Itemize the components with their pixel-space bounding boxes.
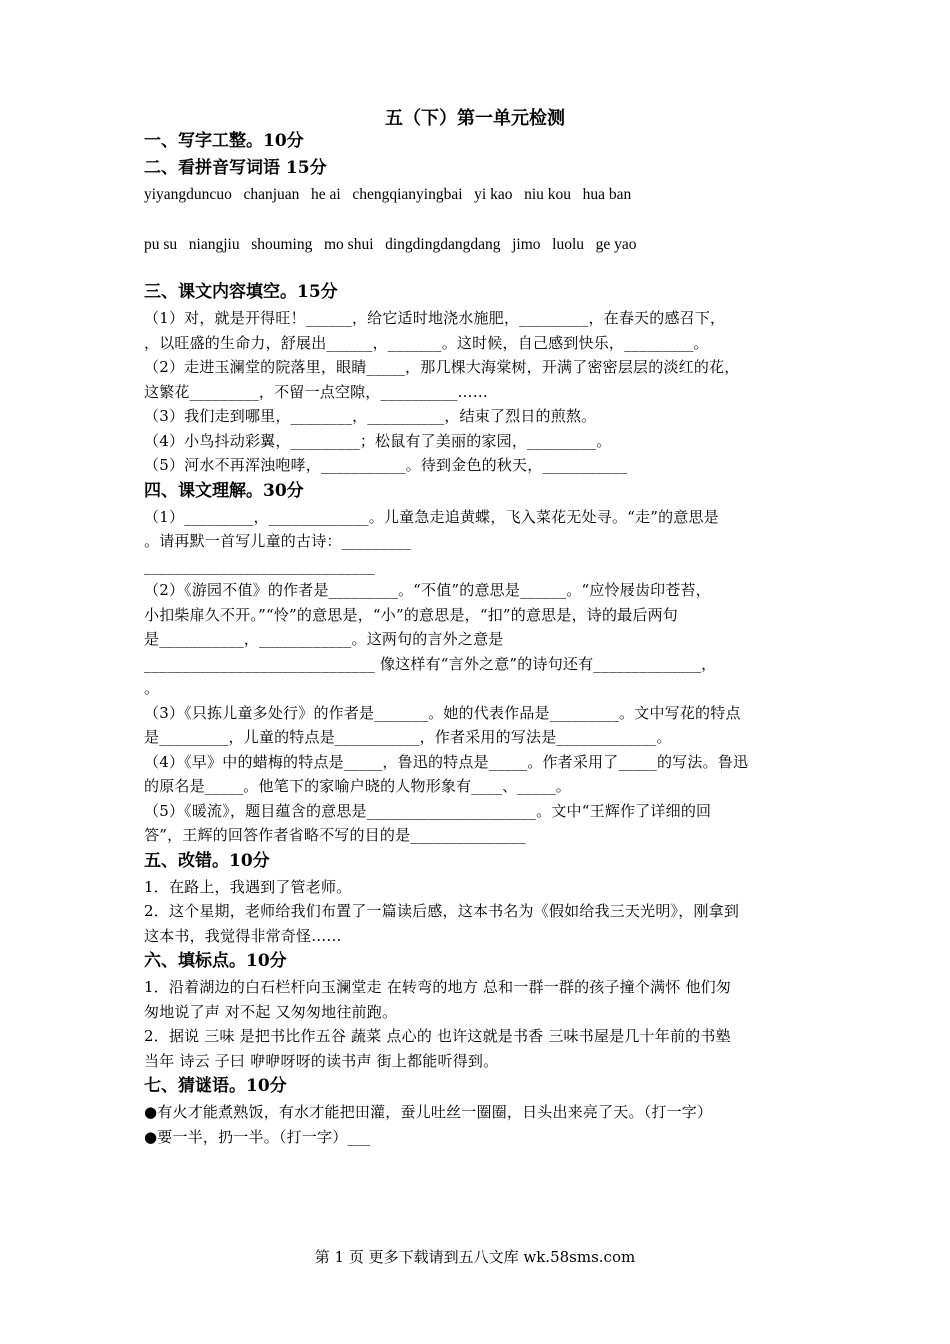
section-4-line: ______________________________ 像这样有“言外之意”的诗句还有______________， bbox=[144, 654, 717, 673]
section-4-line: （4）《早》中的蜡梅的特点是_____，鲁迅的特点是_____。作者采用了_____的写法。鲁迅 bbox=[144, 752, 749, 771]
section-5-heading: 五、改错。10分 bbox=[144, 850, 270, 871]
section-3-line: ，以旺盛的生命力，舒展出______，_______。这时候，自己感到快乐，_________。 bbox=[144, 333, 709, 352]
section-4-line: 是_________，儿童的特点是___________，作者采用的写法是_____________。 bbox=[144, 728, 672, 746]
section-4-line: 答”，王辉的回答作者省略不写的目的是_______________ bbox=[144, 826, 526, 844]
pinyin-line-2: pu su niangjiu shouming mo shui dingdingdangdang jimo luolu ge yao bbox=[144, 236, 637, 253]
section-6-heading: 六、填标点。10分 bbox=[144, 951, 287, 971]
section-4-line: （3）《只拣儿童多处行》的作者是_______。她的代表作品是_________。文中写花的特点 bbox=[144, 703, 741, 722]
section-7-line: ●要一半，扔一半。（打一字）___ bbox=[144, 1127, 371, 1146]
section-3-line: （1）对，就是开得旺！______，给它适时地浇水施肥，_________，在春天的感召下， bbox=[144, 309, 726, 327]
document-body bbox=[144, 128, 808, 1149]
section-7-heading: 七、猜谜语。10分 bbox=[144, 1076, 287, 1096]
section-5-line: 2．这个星期，老师给我们布置了一篇读后感，这本书名为《假如给我三天光明》，刚拿到 bbox=[144, 902, 740, 920]
section-3-line: （4）小鸟抖动彩翼，_________；松鼠有了美丽的家园，_________。 bbox=[144, 431, 612, 450]
section-4-line: （1）_________，_____________。儿童急走追黄蝶，飞入菜花无处寻。“走”的意思是 bbox=[144, 507, 719, 526]
section-5-line: 这本书，我觉得非常奇怪…… bbox=[144, 926, 342, 945]
section-6-line: 匆地说了声 对不起 又匆匆地往前跑。 bbox=[144, 1002, 398, 1021]
section-6-line: 当年 诗云 子曰 咿咿呀呀的读书声 街上都能听得到。 bbox=[144, 1051, 499, 1070]
section-3-heading: 三、课文内容填空。15分 bbox=[144, 282, 338, 302]
section-5-line: 1．在路上，我遇到了管老师。 bbox=[144, 877, 352, 896]
section-4-line: 。 bbox=[144, 679, 160, 697]
section-6-line: 2．据说 三味 是把书比作五谷 蔬菜 点心的 也许这就是书香 三味书屋是几十年前的书塾 bbox=[144, 1027, 731, 1045]
section-1-heading: 一、写字工整。10分 bbox=[144, 131, 304, 151]
section-4-line: （2）《游园不值》的作者是_________。“不值”的意思是______。“应怜屐齿印苍苔， bbox=[144, 581, 711, 599]
section-4-line: 的原名是_____。他笔下的家喻户晓的人物形象有____、_____。 bbox=[144, 777, 572, 795]
section-2-heading: 二、看拼音写词语 15分 bbox=[144, 158, 327, 178]
page-title: 五（下）第一单元检测 bbox=[385, 108, 565, 129]
section-4-line: 是___________，____________。这两句的言外之意是 bbox=[144, 630, 504, 648]
page-footer: 第 1 页 更多下载请到五八文库 wk.58sms.com bbox=[314, 1248, 636, 1266]
section-4-line: ______________________________ bbox=[144, 556, 375, 575]
section-3-line: （5）河水不再浑浊咆哮，___________。待到金色的秋天，___________ bbox=[144, 456, 628, 474]
pinyin-line-1: yiyangduncuo chanjuan he ai chengqianyingbai yi kao niu kou hua ban bbox=[144, 186, 632, 203]
section-4-line: 。请再默一首写儿童的古诗：_________ bbox=[144, 532, 411, 550]
section-6-line: 1．沿着湖边的白石栏杆向玉澜堂走 在转弯的地方 总和一群一群的孩子撞个满怀 他们匆 bbox=[144, 978, 732, 996]
section-3-line: 这繁花_________，不留一点空隙，__________…… bbox=[144, 382, 488, 401]
section-3-line: （2）走进玉澜堂的院落里，眼睛_____，那几棵大海棠树，开满了密密层层的淡红的花， bbox=[144, 358, 740, 376]
section-4-line: （5）《暖流》，题目蕴含的意思是______________________。文中“王辉作了详细的回 bbox=[144, 801, 712, 820]
section-7-line: ●有火才能煮熟饭，有水才能把田灌，蚕儿吐丝一圈圈，日头出来亮了天。（打一字） bbox=[144, 1103, 713, 1121]
section-4-line: 小扣柴扉久不开。”“怜”的意思是，“小”的意思是，“扣”的意思是，诗的最后两句 bbox=[144, 605, 678, 624]
section-3-line: （3）我们走到哪里，________，__________，结束了烈日的煎熬。 bbox=[144, 407, 597, 425]
section-4-heading: 四、课文理解。30分 bbox=[144, 480, 304, 501]
